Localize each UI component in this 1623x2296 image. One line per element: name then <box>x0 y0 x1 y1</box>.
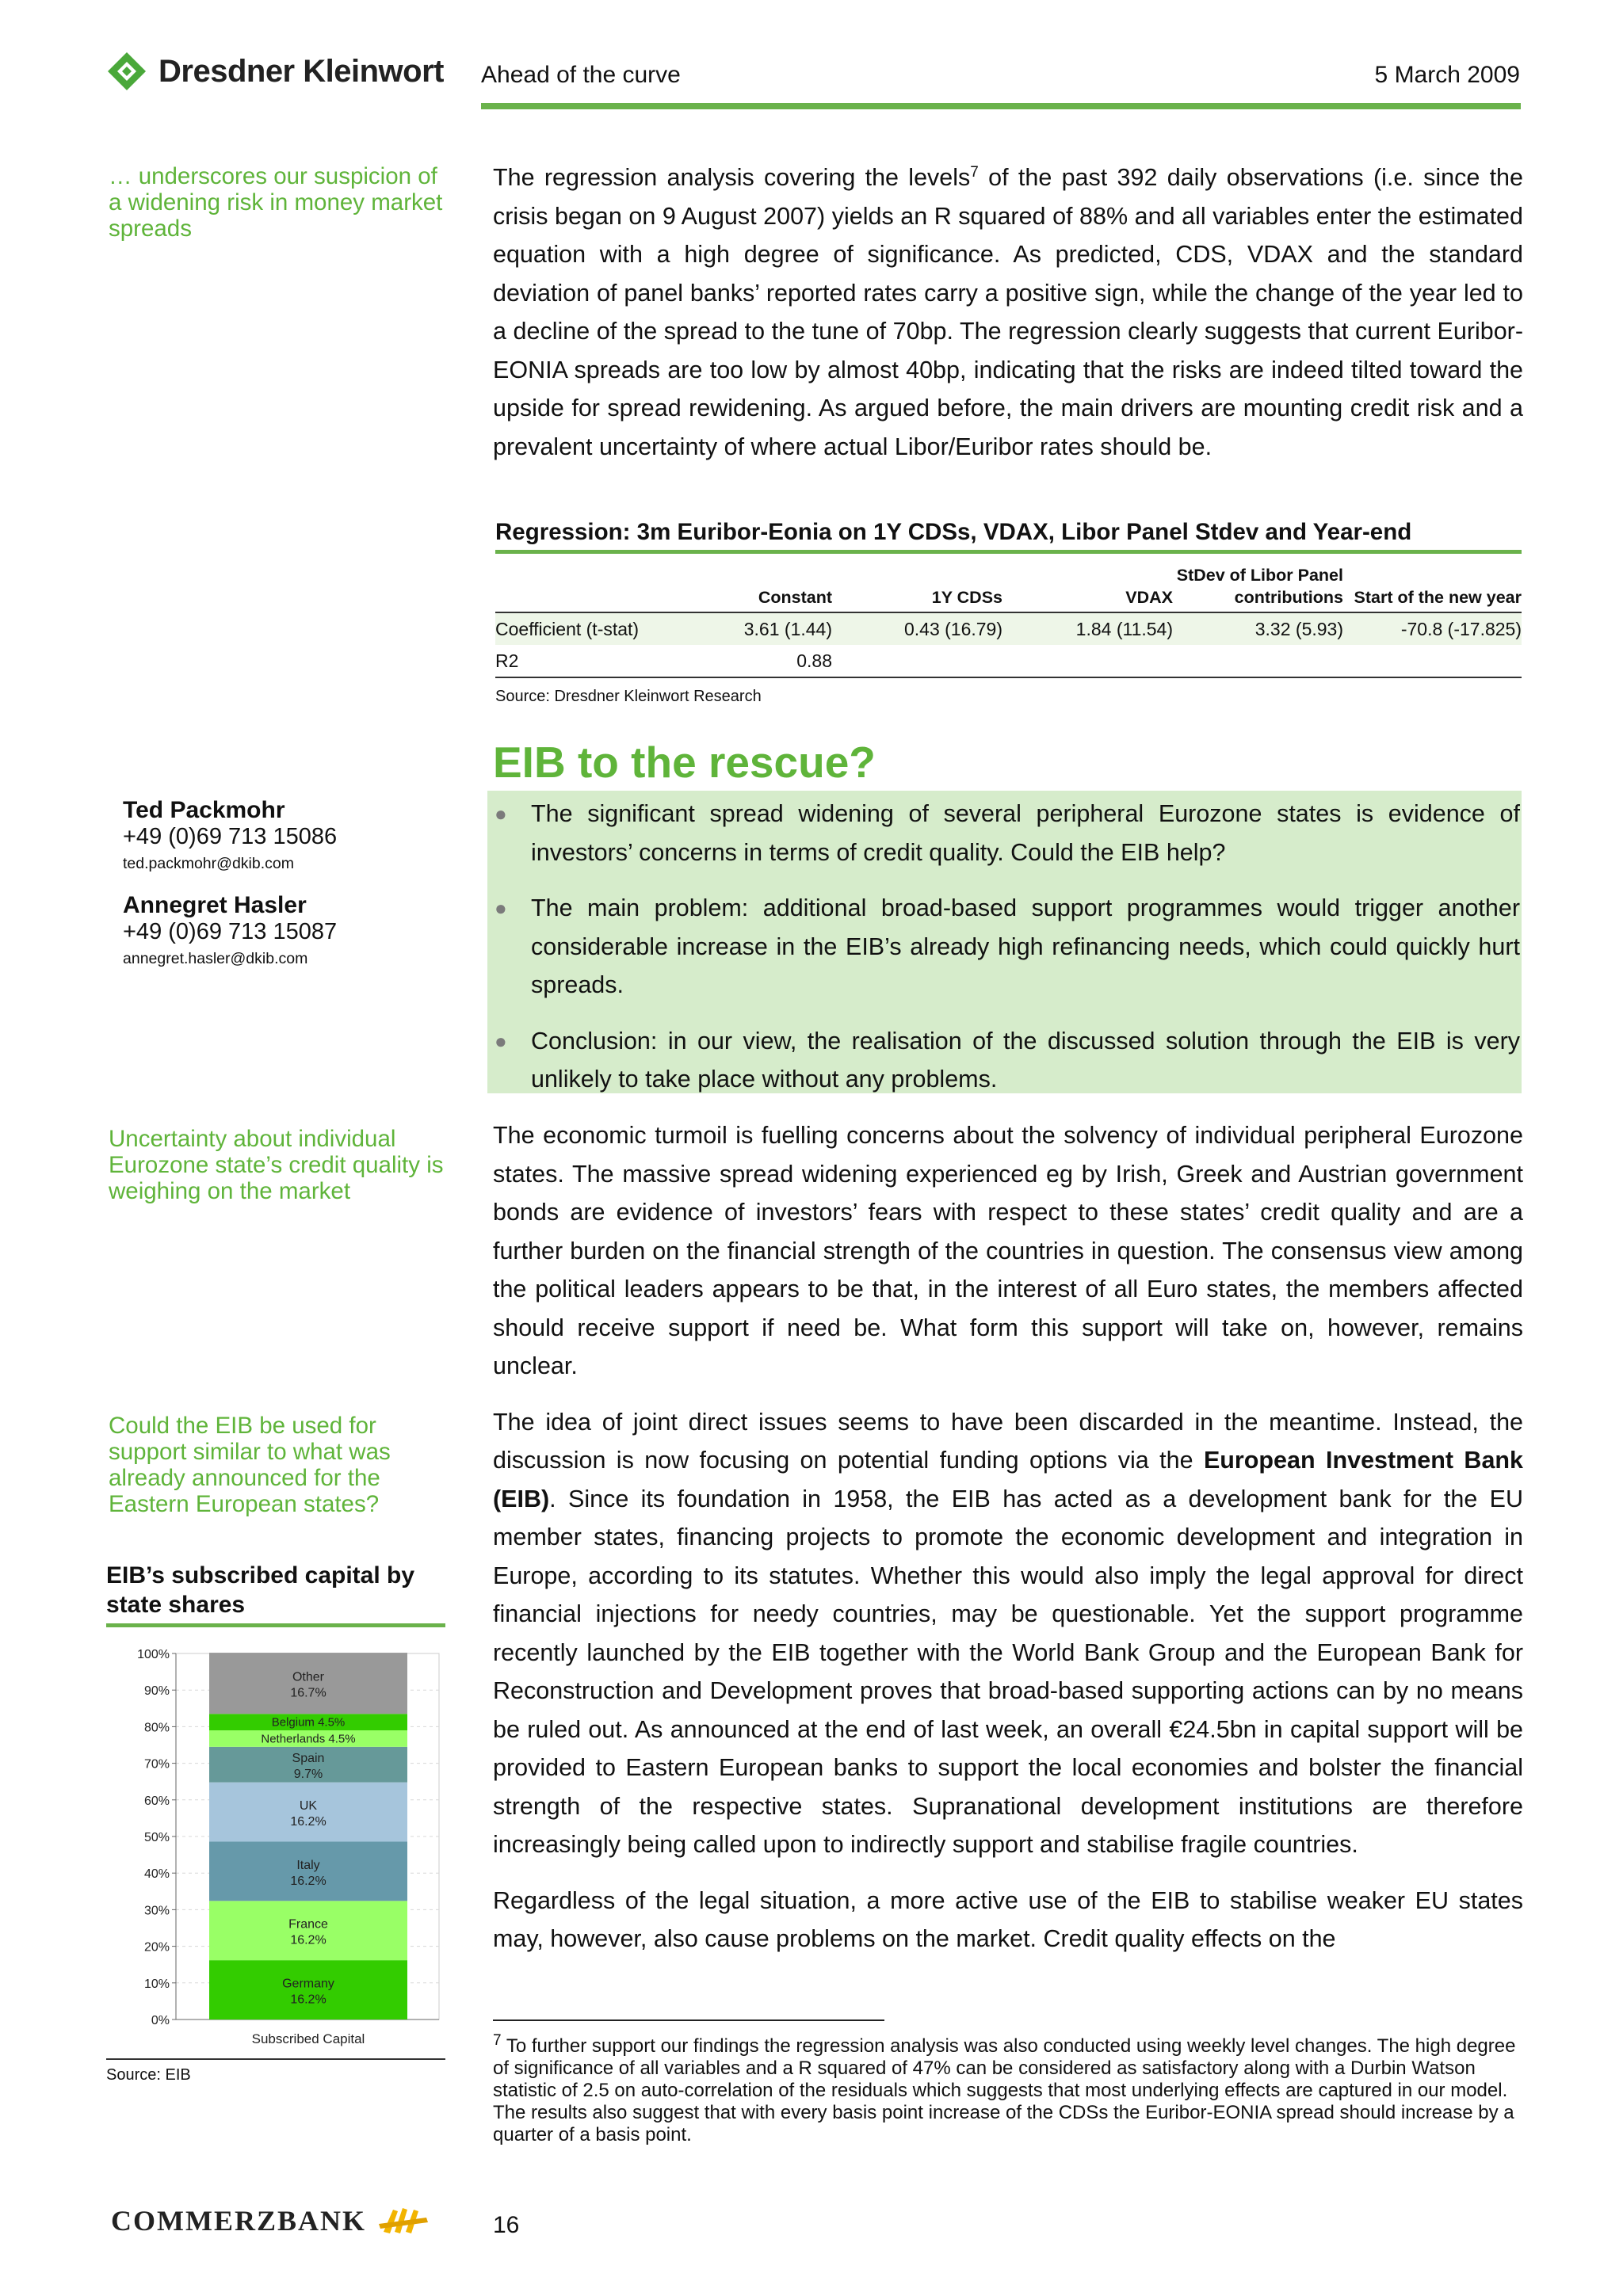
segment-label: Belgium 4.5% <box>271 1715 346 1730</box>
para-bold: European Investment Bank (EIB) <box>493 1447 1523 1512</box>
chart-title: EIB’s subscribed capital by state shares <box>106 1562 415 1618</box>
body-column <box>493 1116 1523 1976</box>
contact-email-link[interactable]: ted.packmohr@dkib.com <box>123 855 294 872</box>
segment-name-label: Other <box>292 1670 325 1684</box>
table-header: StDev of Libor Panel contributions <box>1176 566 1343 607</box>
segment-name-label: France <box>288 1917 328 1932</box>
y-tick-label: 20% <box>143 1940 170 1955</box>
y-tick-label: 100% <box>137 1648 170 1661</box>
y-tick-label: 30% <box>143 1904 170 1918</box>
table-header-row <box>495 564 1522 612</box>
table-source: Source: Dresdner Kleinwort Research <box>495 688 762 705</box>
table-cell <box>832 645 1002 677</box>
bullet-item <box>493 795 1520 871</box>
table-header: VDAX <box>1125 588 1173 607</box>
bullet-item <box>493 1022 1520 1099</box>
side-note-uncertainty: Uncertainty about individual Eurozone state’s credit quality is weighing on the market <box>109 1126 444 1204</box>
contact-block <box>123 797 337 968</box>
y-tick-label: 80% <box>143 1721 170 1735</box>
table-row <box>495 645 1522 677</box>
commerzbank-ribbon-icon <box>376 2205 431 2237</box>
table-cell: -70.8 (-17.825) <box>1343 612 1522 645</box>
table-cell <box>1343 645 1522 677</box>
table-row <box>495 612 1522 645</box>
contact-name: Annegret Hasler <box>123 892 307 918</box>
document-date: 5 March 2009 <box>1374 62 1520 88</box>
footnote <box>493 2032 1523 2146</box>
para-text: The idea of joint direct issues seems to have been discarded in the meantime. Instead, the discussion is now focusing on potential funding options via the <box>493 1408 1523 1474</box>
side-note-eib-support: Could the EIB be used for support similar to what was already announced for the Eastern European states? <box>109 1413 391 1517</box>
stacked-bar-chart <box>106 1644 445 2056</box>
y-tick-label: 0% <box>151 2014 170 2027</box>
regression-table <box>495 564 1522 678</box>
segment-label: Netherlands 4.5% <box>261 1732 356 1746</box>
table-cell: 1.84 (11.54) <box>1002 612 1173 645</box>
y-tick-label: 10% <box>143 1977 170 1991</box>
segment-value-label: 16.7% <box>290 1686 327 1700</box>
segment-value-label: 16.2% <box>290 1993 327 2007</box>
body-paragraph: Regardless of the legal situation, a more active use of the EIB to stabilise weaker EU states may, however, also cause problems on the market. Credit quality effects on the <box>493 1886 1523 1952</box>
header-rule <box>481 103 1521 109</box>
table-cell: 3.32 (5.93) <box>1173 612 1343 645</box>
segment-value-label: 16.2% <box>290 1933 327 1947</box>
table-cell <box>1173 645 1343 677</box>
y-tick-label: 90% <box>143 1684 170 1699</box>
bullet-text: The main problem: additional broad-based support programmes would trigger another considerable increase in the EIB’s already high refinancing needs, which could quickly hurt spreads. <box>531 894 1520 998</box>
footnote-text: To further support our findings the regression analysis was also conducted using weekly level changes. The high degree of significance of all variables and a R squared of 47% can be considered as satisfactory along with a Durbin Watson statistic of 2.5 on auto-correlation of the residuals which suggests that most underlying effects are captured in our model. The results also suggest that with every basis point increase of the CDSs the Euribor-EONIA spread should increase by a quarter of a basis point. <box>493 2035 1516 2145</box>
footnote-number: 7 <box>493 2032 502 2049</box>
table-header: Start of the new year <box>1354 588 1522 607</box>
chart-source: Source: EIB <box>106 2066 191 2084</box>
table-title: Regression: 3m Euribor-Eonia on 1Y CDSs, VDAX, Libor Panel Stdev and Year-end <box>495 519 1412 545</box>
table-cell: Coefficient (t-stat) <box>495 612 662 645</box>
para-text: of the past 392 daily observations (i.e. since the crisis began on 9 August 2007) yields an R squared of 88% and all variables enter the estimated equation with a high degree of significance. As predicted, CDS, VDAX and the standard deviation of panel banks’ reported rates carry a positive sign, while the change of the year led to a decline of the spread to the tune of 70bp. The regression clearly suggests that current Euribor-EONIA spreads are too low by almost 40bp, indicating that the risks are indeed tilted toward the upside for spread rewidening. As argued before, the main drivers are mounting credit risk and a prevalent uncertainty of where actual Libor/Euribor rates should be. <box>493 164 1523 460</box>
table-cell: 0.43 (16.79) <box>832 612 1002 645</box>
table-title-rule <box>495 550 1522 554</box>
bullet-icon: ● <box>495 896 507 920</box>
x-category-label: Subscribed Capital <box>251 2031 365 2046</box>
segment-value-label: 16.2% <box>290 1815 327 1829</box>
y-tick-label: 70% <box>143 1757 170 1772</box>
chart-title-rule <box>106 1623 445 1627</box>
table-cell: R2 <box>495 650 519 671</box>
segment-name-label: Italy <box>296 1858 320 1872</box>
bullet-text: Conclusion: in our view, the realisation of the discussed solution through the EIB is very unlikely to take place without any problems. <box>531 1027 1520 1093</box>
section-heading: EIB to the rescue? <box>493 738 876 787</box>
chart-bottom-rule <box>106 2058 445 2060</box>
para-text: The regression analysis covering the levels <box>493 164 971 191</box>
document-title: Ahead of the curve <box>481 62 681 88</box>
footnote-ref[interactable]: 7 <box>970 163 979 181</box>
table-header: 1Y CDSs <box>931 588 1002 607</box>
contact-name: Ted Packmohr <box>123 797 285 823</box>
table-header: Constant <box>758 588 832 607</box>
table-cell: 0.88 <box>796 650 832 671</box>
y-tick-label: 50% <box>143 1831 170 1844</box>
body-paragraph <box>493 1403 1523 1864</box>
body-paragraph: The economic turmoil is fuelling concerns about the solvency of individual peripheral Eurozone states. The massive spread widening experienced eg by Irish, Greek and Austrian government bonds are evidence of investors’ fears with respect to these states’ credit quality and are a further burden on the financial strength of the countries in question. The consensus view among the political leaders appears to be that, in the interest of all Euro states, the members affected should receive support if need be. What form this support will take on, however, remains unclear. <box>493 1122 1523 1379</box>
segment-name-label: UK <box>299 1799 318 1814</box>
table-cell: 3.61 (1.44) <box>662 612 832 645</box>
contact-email-link[interactable]: annegret.hasler@dkib.com <box>123 950 308 967</box>
dresdner-kleinwort-logo <box>106 51 444 92</box>
table-cell <box>1002 645 1173 677</box>
y-tick-label: 40% <box>143 1867 170 1882</box>
bullet-item <box>493 889 1520 1005</box>
summary-bullets <box>493 795 1520 1116</box>
table-header <box>495 564 662 612</box>
contact-phone: +49 (0)69 713 15086 <box>123 824 338 849</box>
dresdner-logo-icon <box>106 51 147 92</box>
segment-name-label: Spain <box>292 1752 325 1766</box>
para-text: . Since its foundation in 1958, the EIB has acted as a development bank for the EU member states, financing projects to promote the economic development and integration in Europe, according to its statutes. Whether this would also imply the legal approval for direct financial injections for needy countries, may be questionable. Yet the support programme recently launched by the EIB together with the World Bank Group and the European Bank for Reconstruction and Development proves that broad-based supporting actions can by no means be ruled out. As announced at the end of last week, an overall €24.5bn in capital support will be provided to Eastern European banks to support the local economies and bolster the financial strength of the respective states. Supranational development institutions are therefore increasingly being called upon to indirectly support and stabilise fragile countries. <box>493 1485 1523 1858</box>
bullet-text: The significant spread widening of several peripheral Eurozone states is evidence of investors’ concerns in terms of credit quality. Could the EIB help? <box>531 800 1520 866</box>
footer-brand: COMMERZBANK <box>111 2205 366 2237</box>
body-paragraph-regression <box>493 158 1523 483</box>
bullet-icon: ● <box>495 1028 507 1053</box>
segment-value-label: 9.7% <box>293 1768 323 1782</box>
page-number: 16 <box>493 2212 520 2238</box>
side-note-spreads: … underscores our suspicion of a widening risk in money market spreads <box>109 163 443 242</box>
bullet-icon: ● <box>495 802 507 826</box>
footnote-rule <box>493 2019 884 2021</box>
contact-phone: +49 (0)69 713 15087 <box>123 919 338 944</box>
y-tick-label: 60% <box>143 1794 170 1808</box>
brand-name: Dresdner Kleinwort <box>158 53 444 89</box>
segment-name-label: Germany <box>282 1977 334 1991</box>
commerzbank-logo <box>111 2204 431 2237</box>
segment-value-label: 16.2% <box>290 1874 327 1888</box>
